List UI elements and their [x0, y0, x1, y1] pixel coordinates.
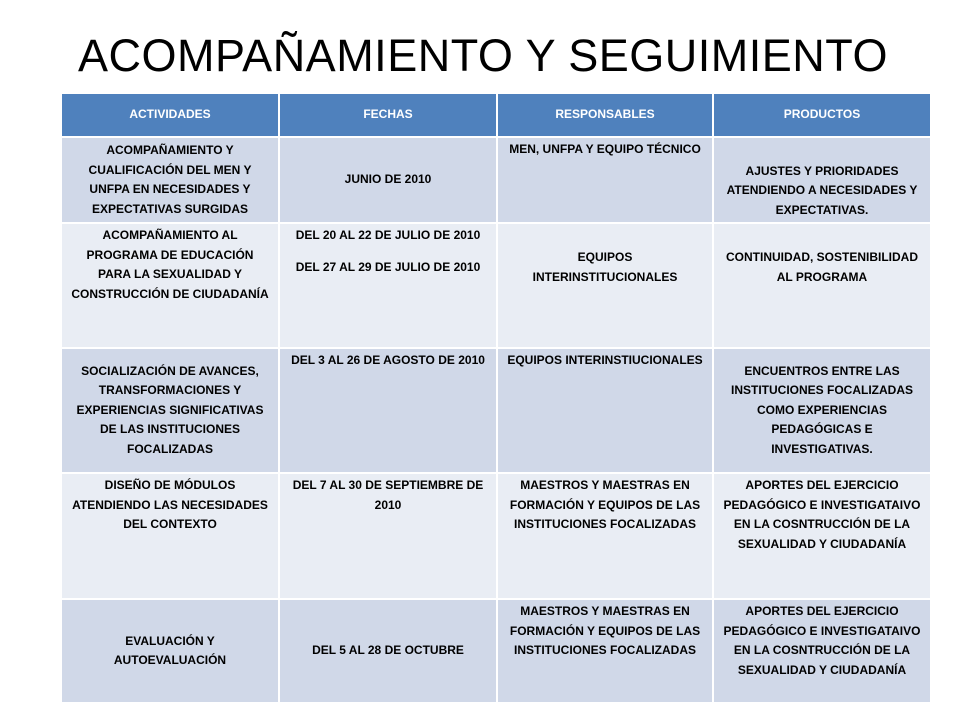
cell-fecha: DEL 7 AL 30 DE SEPTIEMBRE DE 2010	[279, 473, 497, 599]
cell-productos: APORTES DEL EJERCICIO PEDAGÓGICO E INVESTIGATAIVO EN LA COSNTRUCCIÓN DE LA SEXUALIDAD Y CIUDADANÍA	[713, 473, 931, 599]
cell-fecha: DEL 3 AL 26 DE AGOSTO DE 2010	[279, 348, 497, 473]
header-actividades: ACTIVIDADES	[61, 93, 279, 137]
cell-productos: AJUSTES Y PRIORIDADES ATENDIENDO A NECESIDADES Y EXPECTATIVAS.	[713, 137, 931, 223]
cell-productos: ENCUENTROS ENTRE LAS INSTITUCIONES FOCALIZADAS COMO EXPERIENCIAS PEDAGÓGICAS E INVESTIGATIVAS.	[713, 348, 931, 473]
cell-responsables: MEN, UNFPA Y EQUIPO TÉCNICO	[497, 137, 713, 223]
header-responsables: RESPONSABLES	[497, 93, 713, 137]
cell-productos: APORTES DEL EJERCICIO PEDAGÓGICO E INVESTIGATAIVO EN LA COSNTRUCCIÓN DE LA SEXUALIDAD Y CIUDADANÍA	[713, 599, 931, 703]
cell-fecha: DEL 5 AL 28 DE OCTUBRE	[279, 599, 497, 703]
cell-actividad: ACOMPAÑAMIENTO Y CUALIFICACIÓN DEL MEN Y UNFPA EN NECESIDADES Y EXPECTATIVAS SURGIDAS	[61, 137, 279, 223]
cell-actividad: DISEÑO DE MÓDULOS ATENDIENDO LAS NECESIDADES DEL CONTEXTO	[61, 473, 279, 599]
activities-table	[60, 92, 932, 704]
cell-responsables: MAESTROS Y MAESTRAS EN FORMACIÓN Y EQUIPOS DE LAS INSTITUCIONES FOCALIZADAS	[497, 473, 713, 599]
header-fechas: FECHAS	[279, 93, 497, 137]
cell-responsables: EQUIPOS INTERINSTITUCIONALES	[497, 223, 713, 348]
cell-actividad: EVALUACIÓN Y AUTOEVALUACIÓN	[61, 599, 279, 703]
header-productos: PRODUCTOS	[713, 93, 931, 137]
table-row	[61, 223, 931, 348]
table-row	[61, 473, 931, 599]
cell-productos: CONTINUIDAD, SOSTENIBILIDAD AL PROGRAMA	[713, 223, 931, 348]
cell-actividad: ACOMPAÑAMIENTO AL PROGRAMA DE EDUCACIÓN PARA LA SEXUALIDAD Y CONSTRUCCIÓN DE CIUDADANÍA	[61, 223, 279, 348]
table-header-row	[61, 93, 931, 137]
cell-actividad: SOCIALIZACIÓN DE AVANCES, TRANSFORMACIONES Y EXPERIENCIAS SIGNIFICATIVAS DE LAS INSTITUCIONES FOCALIZADAS	[61, 348, 279, 473]
table-row	[61, 599, 931, 703]
table-row	[61, 137, 931, 223]
table-row	[61, 348, 931, 473]
fecha-line-1: DEL 20 AL 22 DE JULIO DE 2010	[295, 228, 481, 242]
cell-fecha	[279, 223, 497, 348]
cell-fecha: JUNIO DE 2010	[279, 137, 497, 223]
cell-responsables: EQUIPOS INTERINSTIUCIONALES	[497, 348, 713, 473]
slide-title: ACOMPAÑAMIENTO Y SEGUIMIENTO	[78, 30, 888, 81]
cell-responsables: MAESTROS Y MAESTRAS EN FORMACIÓN Y EQUIPOS DE LAS INSTITUCIONES FOCALIZADAS	[497, 599, 713, 703]
fecha-line-2: DEL 27 AL 29 DE JULIO DE 2010	[295, 259, 481, 274]
